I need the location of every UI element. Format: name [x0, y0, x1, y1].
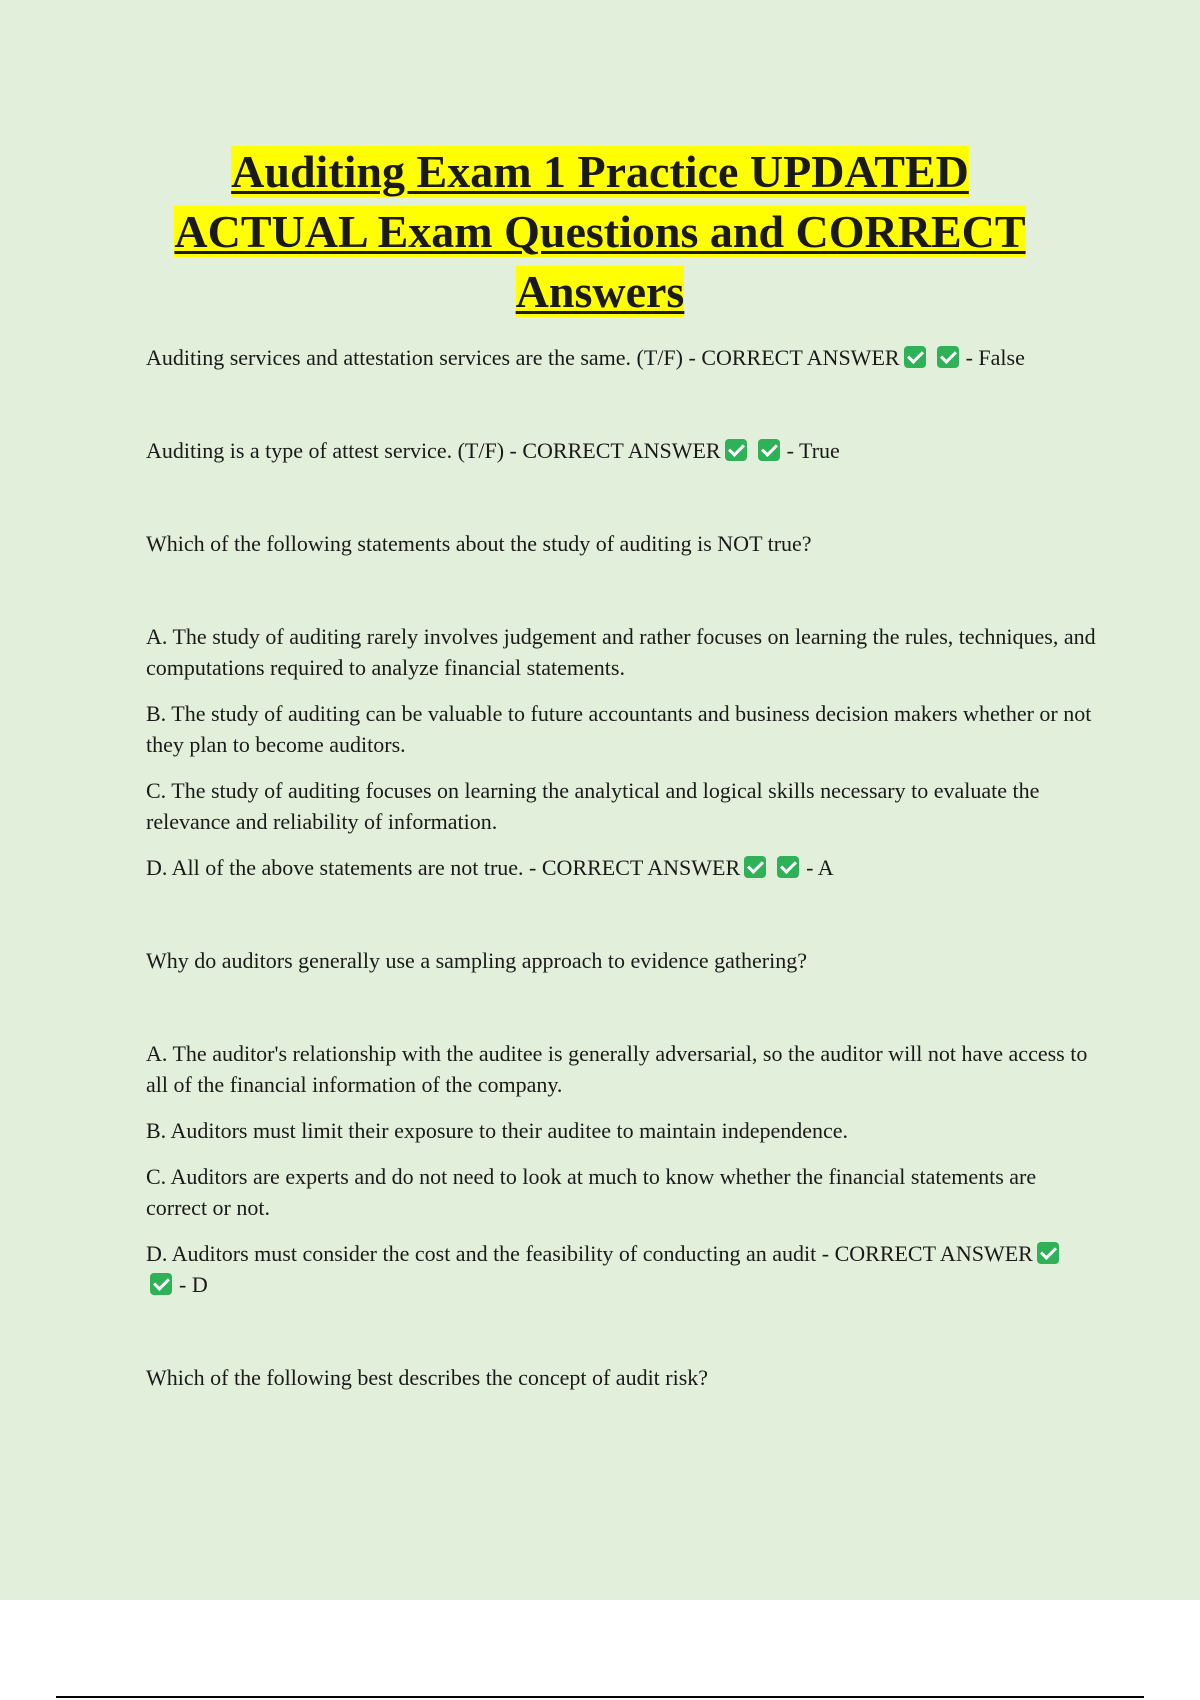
- question-4-text: Why do auditors generally use a sampling approach to evidence gathering?: [146, 948, 807, 973]
- check-mark-button-icon: [904, 346, 926, 368]
- title-line-3: Answers: [515, 266, 685, 317]
- check-mark-button-icon: [744, 856, 766, 878]
- question-3-option-c: C. The study of auditing focuses on learning the analytical and logical skills necessary to evaluate the relevance and reliability of information.: [146, 778, 1040, 834]
- question-4-option-d-text: D. Auditors must consider the cost and the feasibility of conducting an audit - CORRECT ANSWER: [146, 1241, 1033, 1266]
- question-3-option-b: B. The study of auditing can be valuable to future accountants and business decision makers whether or not they plan to become auditors.: [146, 701, 1092, 757]
- check-mark-button-icon: [777, 856, 799, 878]
- question-4-option-b: B. Auditors must limit their exposure to their auditee to maintain independence.: [146, 1118, 849, 1143]
- question-3-option-a: A. The study of auditing rarely involves judgement and rather focuses on learning the rules, techniques, and computations required to analyze financial statements.: [146, 624, 1096, 680]
- check-mark-button-icon: [758, 439, 780, 461]
- question-4-option-a: A. The auditor's relationship with the auditee is generally adversarial, so the auditor will not have access to all of the financial information of the company.: [146, 1041, 1088, 1097]
- document-title: [0, 142, 1200, 322]
- title-line-1: Auditing Exam 1 Practice UPDATED: [231, 146, 969, 197]
- question-3-text: Which of the following statements about the study of auditing is NOT true?: [146, 531, 812, 556]
- title-line-2: ACTUAL Exam Questions and CORRECT: [174, 206, 1026, 257]
- question-3-answer: - A: [806, 855, 834, 880]
- question-list: [146, 342, 1096, 1393]
- question-4-option-d: [146, 1238, 1096, 1300]
- check-mark-button-icon: [725, 439, 747, 461]
- question-1-answer: - False: [965, 345, 1025, 370]
- question-5-text: Which of the following best describes the concept of audit risk?: [146, 1365, 709, 1390]
- question-2-answer: - True: [786, 438, 840, 463]
- check-mark-button-icon: [1037, 1242, 1059, 1264]
- question-3-option-d-text: D. All of the above statements are not true. - CORRECT ANSWER: [146, 855, 741, 880]
- question-4-option-c: C. Auditors are experts and do not need to look at much to know whether the financial statements are correct or not.: [146, 1164, 1037, 1220]
- question-2-text: Auditing is a type of attest service. (T/F) - CORRECT ANSWER: [146, 438, 721, 463]
- question-3-option-d: [146, 852, 1096, 883]
- footer-divider: [56, 1696, 1144, 1698]
- question-1-text: Auditing services and attestation services are the same. (T/F) - CORRECT ANSWER: [146, 345, 900, 370]
- check-mark-button-icon: [937, 346, 959, 368]
- question-2: [146, 435, 1096, 466]
- question-1: [146, 342, 1096, 373]
- check-mark-button-icon: [150, 1273, 172, 1295]
- question-4-answer: - D: [179, 1272, 208, 1297]
